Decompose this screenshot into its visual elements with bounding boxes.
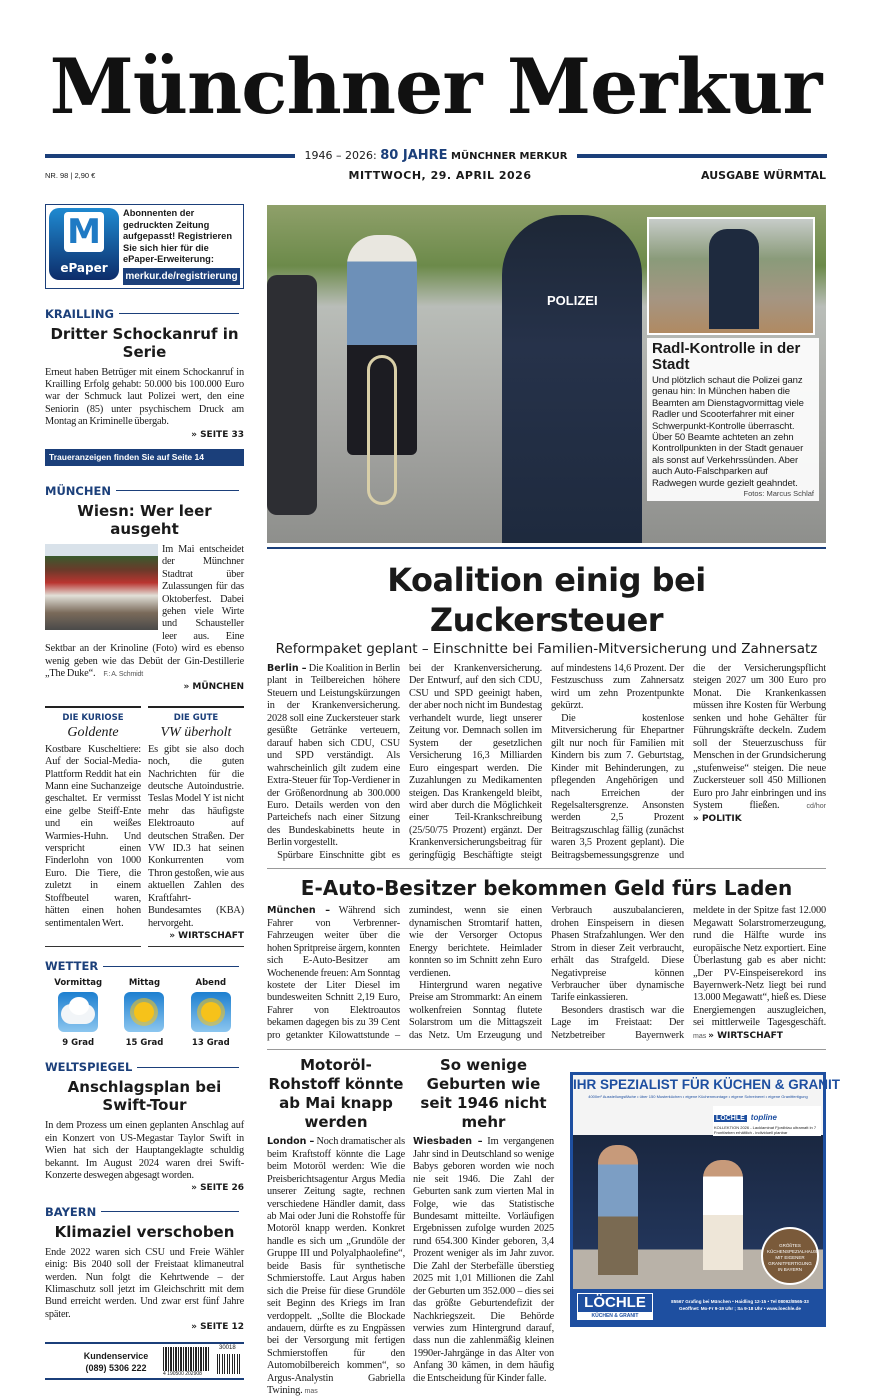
krailling-article [45,307,244,441]
anniversary-name: MÜNCHNER MERKUR [451,151,568,162]
photo-caption-box [647,338,819,501]
ad-tagline: 4000m² Ausstellungsfläche • über 150 Musterküchen • eigene Küchenmontage • eigene Schreinerei • eigene Granitfertigung [588,1094,808,1100]
weather-item [181,978,241,1048]
weather-temp: 15 Grad [125,1038,164,1049]
kicker-kuriose: DIE KURIOSE [62,712,124,723]
ad-collection: KOLLEKTION 2026 - Lacklaminat Fjordblau ultramatt in 7 Frontfarben erhältlich - individuell planbar [714,1125,817,1136]
sun-icon [191,992,231,1032]
anniversary-highlight: 80 JAHRE [380,148,448,163]
epaper-logo [49,208,119,280]
weather-label: Mittag [128,978,161,989]
headline-bayern[interactable]: Klimaziel verschoben [54,1222,235,1241]
lead-headline[interactable]: Koalition einig bei Zuckersteuer [387,561,706,639]
ref-bayern[interactable]: » SEITE 12 [191,1322,244,1333]
photo-credit: Fotos: Marcus Schlaf [743,489,814,499]
weather-label: Vormittag [54,978,103,989]
ref-gute[interactable]: » WIRTSCHAFT [169,930,244,941]
kicker-wetter: WETTER [45,959,244,973]
anniversary-line [300,148,572,163]
second-body-p2: Hintergrund waren negative Preise am Strommarkt: An einem wolkenfreien Sonntag flutete Solarstrom um die Mittagszeit das Netz. Um Erzeugung und Verbrauch auszubalancieren, drohen Einspeisern in diesen Phasen Strafzahlungen. Wer den Strom in dieser Zeit verbraucht, erhält das Strafgeld. Diese Negativpreise können Verbraucher über dynamische Tarife einkassieren. [409,905,684,1041]
body-muenchen: Im Mai entscheidet der Münchner Stadtrat über Zulassungen für das Oktoberfest. Dabei gehen viele Wirte und Schausteller leer aus. Eine Sektbar an der Krinoline (Foto) wird es ebenso wenig geben wie das Debüt der Gin-Destillerie „The Duke“. [45,543,244,679]
second-headline[interactable]: E-Auto-Besitzer bekommen Geld fürs Laden [300,876,793,901]
service-phone[interactable]: (089) 5306 222 [85,1362,147,1373]
kicker-krailling: KRAILLING [45,307,244,321]
lead-subhead: Reformpaket geplant – Einschnitte bei Familien-Mitversicherung und Zahnersatz [275,641,818,657]
lead-author: cd/hor [806,802,826,810]
car-shape [267,275,317,515]
barcode-addon: 30018 [219,1344,236,1351]
sun-icon [124,992,164,1032]
second-body [267,905,826,1043]
photo-caption: Und plötzlich schaut die Polizei ganz genau hin: In München haben die Beamten am Dienstagvormittag viele Radler und Scooterfahrer mit einer Schwerpunkt-Kontrolle überrascht. Über 50 Beamte achteten an zehn Kontrollpunkten in der Stadt genauer als sonst auf Verkehrssünden. Aber auch Auto-Falschparken auf Radwegen wurde gezielt geahndet. [652,375,804,489]
body-krailling: Erneut haben Betrüger mit einem Schockanruf in Krailling Erfolg gehabt: 50.000 bis 100.000 Euro war der Schmuck laut Polizei wert, den eine Seniorin (85) unter psychischem Druck am Montag an Kriminelle übergab. [45,366,244,428]
kicker-gute: DIE GUTE [173,712,219,723]
motoroel-article [267,1056,405,1399]
headline-krailling[interactable]: Dritter Schockanruf in Serie [50,324,239,361]
ad-logo-text: LÖCHLE [578,1294,652,1312]
police-officer-shape [502,215,642,543]
geburten-headline[interactable]: So wenige Geburten wie seit 1946 nicht mehr [420,1056,547,1132]
lead-body-p2: Spürbare Einschnitte gibt es bei der Krankenversicherung. Der Entwurf, auf den sich CDU, CSU und SPD geeinigt haben, der aber noch nicht im Bundestag verhandelt wurde, liegt unserer Zeitung vor. Demnach sollen im System der gesetzlichen Versicherung 16,3 Milliarden Euro eingespart werden. Die Zuzahlungen zu Medikamenten steigen. Das Krankengeld bleibt, wird aber durch die Möglichkeit einer Teil-Krankschreibung (25/50/75 Prozent) ergänzt. Der Krankenversicherungsbeitrag für geringfügig Beschäftigte steigt auf mindestens 14,6 Prozent. Der Festzuschuss zum Zahnersatz wird um zehn Prozentpunkte gekürzt. [277,663,684,861]
second-dateline: München – [267,905,330,917]
ref-weltspiegel[interactable]: » SEITE 26 [191,1183,244,1194]
anniversary-years: 1946 – 2026: [304,149,377,162]
photo-caption-title: Radl-Kontrolle in der Stadt [652,340,801,373]
kuriose-article [45,706,141,948]
weather-item [48,978,108,1048]
second-body-p3: Besonders drastisch war die Lage im Freistaat: Der Netzbetreiber Bayernwerk meldete in der Spitze fast 12.000 Megawatt Solarstromerzeugung, rund die Hälfte wurde ins europäische Netz exportiert. Eine Überlastung gab es aber nicht: „Der PV-Einspeiserekord ins Bayernwerk-Netz liegt bei rund 13.000 Megawatt“, hieß es. Diese Energiemengen auszugleichen, sei mittlerweile Tagesgeschäft. [551,905,826,1041]
divider [267,868,826,869]
barcode [163,1347,209,1371]
lead-dateline: Berlin – [267,663,307,674]
inset-photo [647,217,815,335]
kicker-weltspiegel: WELTSPIEGEL [45,1060,244,1074]
customer-service [73,1350,159,1374]
ref-muenchen[interactable]: » MÜNCHEN [183,682,244,693]
photo-credit-muenchen: F.: A. Schmidt [103,671,144,678]
kicker-bayern: BAYERN [45,1205,244,1219]
headline-muenchen[interactable]: Wiesn: Wer leer ausgeht [77,501,212,538]
ref-krailling[interactable]: » SEITE 33 [191,429,244,440]
motoroel-body: Noch dramatischer als beim Kraftstoff könnte die Lage beim Motoröl werden: Wie die Preisberichtsagentur Argus Media unserer Zeitung sagte, rechnen verschiedene Händler damit, dass ab Mai oder Juni die Rohstoffe für Motoröl knapp werden. Konkret handle es sich um „Grundöle der Gruppe III und Polyalphaolefine“, beide Basis für synthetische Schmierstoffe. Laut Argus haben sich die Preise für diese Grundöle seit Beginn des Kriegs im Iran verdoppelt. „Sollte die Blockade andauern, dürfte es zu Engpässen bei der Versorgung mit fertigen Schmierstoffen für den Automobilbereich kommen“, so Argus-Analystin Gabriella Twining. [267,1136,405,1397]
cloud-icon [58,992,98,1032]
masthead-title: Münchner Merkur [49,42,822,131]
police-vest-text: POLIZEI [547,293,598,308]
lead-body-p1: Die Koalition in Berlin plant in Teilbereichen höhere Steuern und Leistungskürzungen in der Krankenversicherung. 2028 soll eine Zuckersteuer stark gesüßte Getränke verteuern, darauf haben sich CDU, CSU und SPD verständigt. Als wahrscheinlich gilt zudem eine Extra-Steuer für Top-Verdiener in der Größenordnung ab 300.000 Euro. Details werden von den Parteichefs nach einer Sitzung des Bundeskabinetts heute in Berlin vorgestellt. [267,663,401,849]
ad-logo-sub: KÜCHEN & GRANIT [591,1313,639,1320]
weather-temp: 13 Grad [191,1038,230,1049]
divider [267,1049,826,1050]
photo-rule [267,547,826,549]
ad-address: 85567 Grafing bei München • Haidling 12-15 • Tel 08092/8565-33 [671,1299,809,1305]
issue-number: NR. 98 | 2,90 € [45,171,96,180]
body-weltspiegel: In dem Prozess um einen geplanten Anschlag auf ein Konzert von US-Megastar Taylor Swift in Wien hat sich der Hauptangeklagte schuldig bekannt. Im August 2024 waren drei Swift-Konzerte deswegen abgesagt worden. [45,1120,244,1181]
lead-body [267,663,826,862]
bayern-article [45,1205,244,1334]
geburten-article [413,1056,554,1385]
weather-label: Abend [195,978,227,989]
obituary-notice[interactable]: Traueranzeigen finden Sie auf Seite 14 [45,449,244,466]
ad-man-shape [598,1145,638,1275]
body-bayern: Ende 2022 waren sich CSU und Freie Wähler einig: Bis 2040 soll der Freistaat klimaneutral werden. Nun folgt die Kehrtwende – der Klimaschutz soll jetzt im Gleichschritt mit dem Bund erreicht werden. Und zwar erst fünf Jahre später. [45,1246,244,1320]
ad-collection-box [713,1106,821,1136]
inset-officer-shape [709,229,759,329]
headline-weltspiegel[interactable]: Anschlagsplan bei Swift-Tour [67,1078,222,1115]
weltspiegel-article [45,1060,244,1194]
ad-brand-small: LÖCHLE [716,1115,745,1123]
weather-box [45,959,244,1048]
loechle-ad[interactable] [570,1072,841,1327]
motoroel-author: mas [304,1388,318,1396]
second-ref[interactable]: » WIRTSCHAFT [708,1030,783,1041]
geburten-body: Im vergangenen Jahr sind in Deutschland so wenige Babys geboren worden wie noch nie seit 1946. Die Zahl der Geburten sank zum vierten Mal in Folge, wie das Statistische Bundesamt mitteilte. Vorläufigen Ergebnissen zufolge wurden 2025 rund 654.300 Kinder geboren, 3,4 Prozent weniger als im Jahr zuvor. Die Zahl der Sterbefälle überstieg 2025 mit 1,01 Millionen die Zahl der Geburten um 352.000 – dies sei das größte Geburtendefizit der Nachkriegszeit. Die Behörde verwies zum Hintergrund darauf, dass nun die zahlenmäßig kleinen 1990er-Jahrgänge in das Alter von Anfang 30 kämen, in dem häufig die Entscheidung für Kinder falle. [413,1136,554,1384]
sidebar [45,204,244,1380]
carousel-photo [45,544,158,630]
issue-date: MITTWOCH, 29. APRIL 2026 [348,169,532,182]
ad-hours: Geöffnet: Mo-Fr 9-19 Uhr ; Sa 9-18 Uhr • www.loechle.de [679,1306,801,1312]
service-box [45,1342,244,1380]
muenchen-article [45,484,244,694]
barcode-addon-bars [217,1354,241,1374]
masthead-rule-left [45,154,295,158]
barcode-number: 4 190500 202908 [163,1370,202,1377]
main-photo [267,205,826,543]
gute-article [148,706,244,948]
edition: AUSGABE WÜRMTAL [701,169,826,182]
ad-line: topline [750,1113,777,1123]
headline-gute[interactable]: VW überholt [160,724,232,740]
epaper-m-icon: M [64,212,104,252]
weather-item [114,978,174,1048]
epaper-label: ePaper [60,261,108,275]
body-gute: Es gibt sie also doch noch, die guten Nachrichten für die deutsche Autoindustrie. Teslas Model Y ist nicht mehr das häufigste Elektroauto auf deutschen Straßen. Der VW ID.3 hat seinen Konkurrenten vom Thron gestoßen, wie aus aktuellen Zahlen des Kraftfahrt-Bundesamtes (KBA) hervorgeht. [148,743,244,929]
motoroel-dateline: London – [267,1136,315,1148]
lead-ref[interactable]: » POLITIK [693,814,742,825]
body-kuriose: Kostbare Kuscheltiere: Auf der Social-Media-Plattform Reddit hat ein Mann eine Suchanzeige geschaltet. Er vermisst eine gelbe Steiff-Ente und ein weißes Warmies-Huhn. Und verspricht einen Finderlohn von 1000 Euro. Die Tiere, die zuletzt in einem Stoffbeutel waren, hätten einen hohen sentimentalen Wert. [45,743,141,929]
masthead-rule-right [577,154,827,158]
service-label: Kundenservice [83,1350,149,1361]
lead-body-p3: Die kostenlose Mitversicherung für Ehepartner gilt nur noch für Familien mit Kindern bis zum 7. Geburtstag, Kinder mit Behinderungen, zu pflegenden Angehörigen und nach Erreichen der Regelsaltersgrenze. Ansonsten werden 2,5 Prozent Beitragszuschlag fällig (zunächst waren 3,5 Prozent geplant). Die Beitragsbemessungsgrenze und die der Versicherungspflicht steigen 2027 um 300 Euro pro Monat. Die Krankenkassen müssen ihre Kosten für Werbung senken und hohe Gehälter für Führungskräfte deckeln. Zudem soll der Steuerzuschuss für Menschen in der Grundsicherung „stufenweise“ steigen. Die neue Zuckersteuer soll 450 Millionen Euro pro Jahr einbringen und ins System fließen. [551,663,826,861]
epaper-promo[interactable] [45,204,244,289]
kicker-muenchen: MÜNCHEN [45,484,244,498]
second-author: mas [693,1032,707,1040]
geburten-dateline: Wiesbaden – [413,1136,483,1148]
bicycle-shape [367,355,397,505]
motoroel-headline[interactable]: Motoröl-Rohstoff könnte ab Mai knapp werden [268,1056,404,1132]
ad-contact [659,1298,821,1312]
headline-kuriose[interactable]: Goldente [67,724,119,740]
ad-logo [575,1291,655,1322]
ad-badge: GRÖßTES KÜCHENSPEZIALHAUS MIT EIGENER GRANITFERTIGUNG IN BAYERN [761,1227,819,1285]
ad-footer [573,1289,823,1324]
second-body-p1: Während sich Fahrer von Verbrenner-Fahrzeugen weiter über die hohen Spritpreise ärgern, konnten sich E-Auto-Besitzer am Wochenende freuen: Am Sonntag kostete der Liter Diesel im bundesweiten Schnitt 2,19 Euro, Fahrer von Elektroautos bekamen dagegen bis zu 39 Cent pro getankter Kilowattstunde – zumindest, wenn sie einen dynamischen Stromtarif hatten, wie der Versorger Octopus Energy berichtete. Heimlader konnten so im Schnitt zehn Euro verdienen. [267,905,542,1041]
weather-temp: 9 Grad [62,1038,95,1049]
ad-headline: IHR SPEZIALIST FÜR KÜCHEN & GRANIT [573,1077,841,1093]
epaper-link[interactable]: merkur.de/registrierung [123,268,240,285]
main-column [267,560,841,1399]
epaper-text: Abonnenten der gedruckten Zeitung aufgepasst! Registrieren Sie sich hier für die ePaper-Erweiterung: [123,208,233,264]
ad-woman-shape [703,1160,743,1270]
